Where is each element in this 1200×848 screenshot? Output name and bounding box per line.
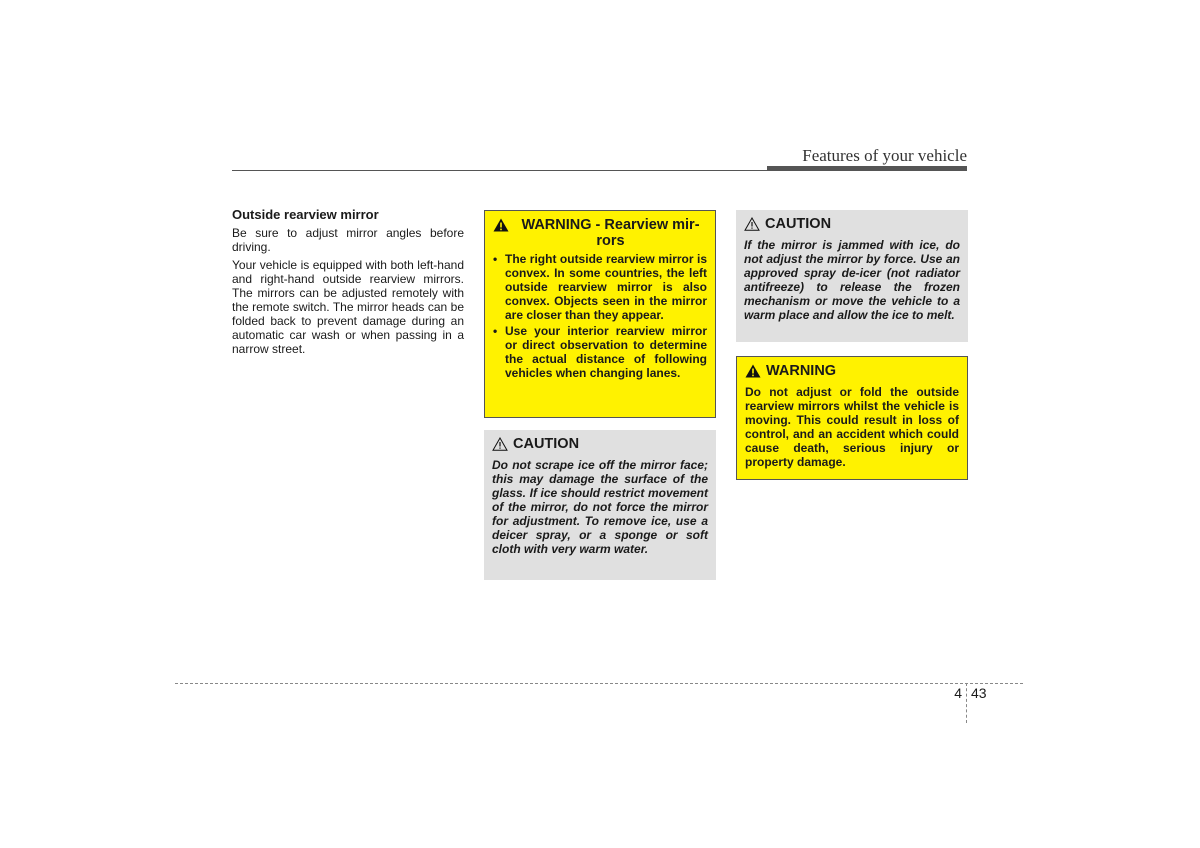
warning-title-text: WARNING - Rearview mir-rors <box>521 217 700 249</box>
page-header-title: Features of your vehicle <box>802 146 967 165</box>
warning-title <box>745 363 959 382</box>
list-item: • The right outside rearview mirror is convex. In some countries, the left outside rearview mirror is also convex. Objects seen in the mirror are closer than they appear. <box>493 252 707 322</box>
section-outside-mirror <box>232 207 464 360</box>
header-rule-accent <box>767 166 967 171</box>
paragraph: Your vehicle is equipped with both left-hand and right-hand outside rearview mirrors. The mirrors can be adjusted remotely with the remote switch. The mirror heads can be folded back to prevent damage during an automatic car wash or when passing in a narrow street. <box>232 258 464 356</box>
caution-title <box>492 436 708 455</box>
warning-box-rearview <box>484 210 716 418</box>
warning-triangle-icon <box>745 364 761 382</box>
caution-title-text: CAUTION <box>765 216 832 232</box>
caution-title <box>744 216 960 235</box>
warning-list <box>493 252 707 380</box>
warning-title <box>493 217 707 249</box>
caution-triangle-icon <box>744 217 760 235</box>
paragraph: Be sure to adjust mirror angles before driving. <box>232 226 464 254</box>
footer-rule <box>175 683 1023 684</box>
caution-triangle-icon <box>492 437 508 455</box>
chapter-number: 4 <box>954 685 962 701</box>
caution-text: Do not scrape ice off the mirror face; this may damage the surface of the glass. If ice should restrict movement of the mirror, do not force the mirror for adjustment. To remove ice, use a deicer spray, or a sponge or soft cloth with very warm water. <box>492 458 708 556</box>
list-item: • Use your interior rearview mirror or direct observation to determine the actual distance of following vehicles when changing lanes. <box>493 324 707 380</box>
warning-title-text: WARNING <box>766 363 837 379</box>
warning-triangle-icon <box>493 218 509 236</box>
caution-box-jammed <box>736 210 968 342</box>
caution-title-text: CAUTION <box>513 436 580 452</box>
warning-text: Do not adjust or fold the outside rearview mirrors whilst the vehicle is moving. This could result in loss of control, and an accident which could cause death, serious injury or property damage. <box>745 385 959 469</box>
caution-text: If the mirror is jammed with ice, do not adjust the mirror by force. Use an approved spray de-icer (not radiator antifreeze) to release the frozen mechanism or move the vehicle to a warm place and allow the ice to melt. <box>744 238 960 322</box>
header-rule <box>232 170 767 171</box>
warning-box-fold <box>736 356 968 480</box>
section-heading: Outside rearview mirror <box>232 207 379 222</box>
caution-box-scrape <box>484 430 716 580</box>
page-number: 43 <box>971 685 987 701</box>
page-number-divider <box>966 683 967 723</box>
